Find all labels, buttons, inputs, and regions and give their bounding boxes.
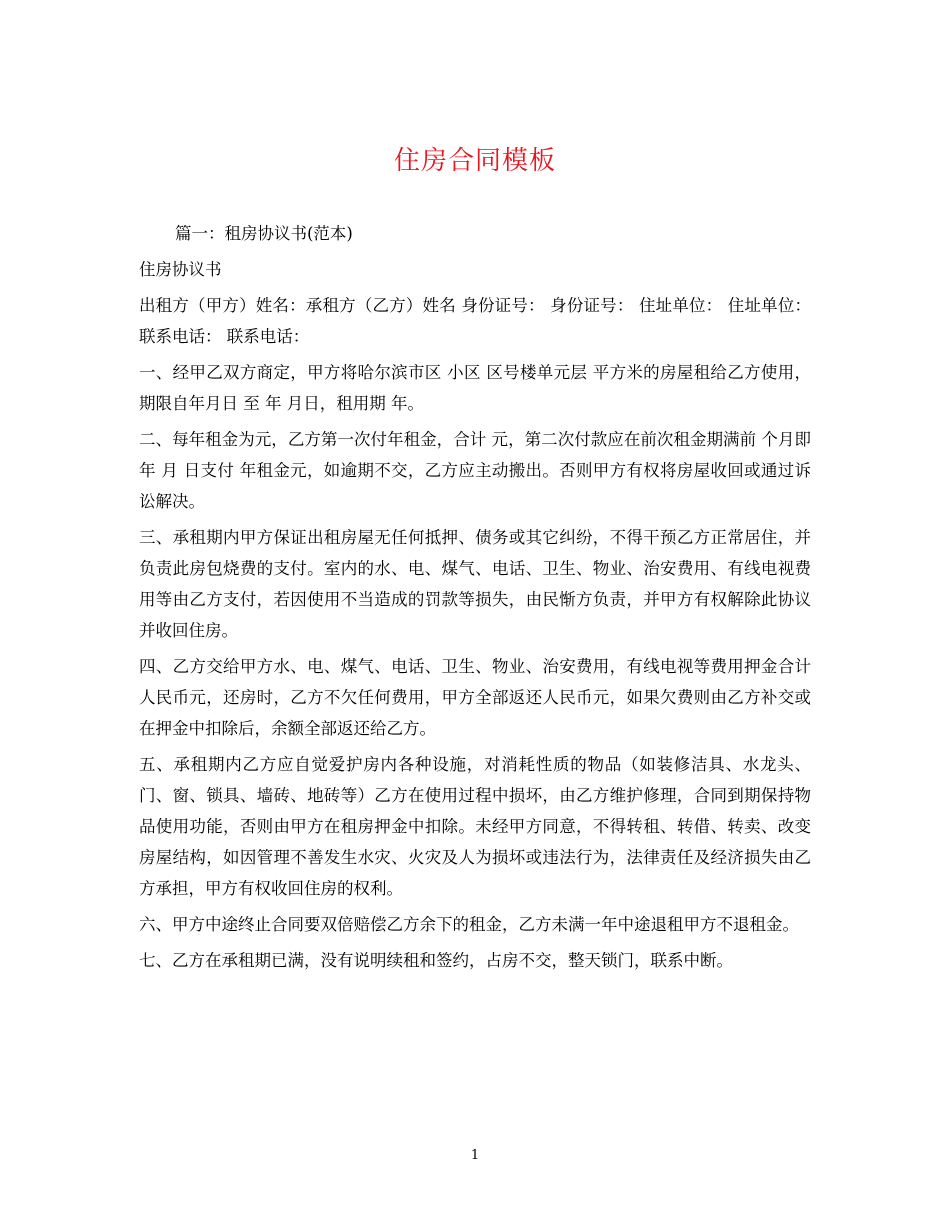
document-title: 住房合同模板 bbox=[393, 146, 556, 176]
clause-1-paragraph: 一、经甲乙双方商定，甲方将哈尔滨市区 小区 区号楼单元层 平方米的房屋租给乙方使用，期限自年月日 至 年 月日，租用期 年。 bbox=[139, 363, 811, 413]
clause-5-paragraph: 五、承租期内乙方应自觉爱护房内各种设施，对消耗性质的物品（如装修洁具、水龙头、门、窗、锁具、墙砖、地砖等）乙方在使用过程中损坏，由乙方维护修理，合同到期保持物品使用功能，否则由甲方在租房押金中扣除。未经甲方同意，不得转租、转借、转卖、改变房屋结构，如因管理不善发生水灾、火灾及人为损坏或违法行为，法律责任及经济损失由乙方承担，甲方有权收回住房的权利。 bbox=[139, 755, 811, 898]
clause-2-paragraph: 二、每年租金为元，乙方第一次付年租金，合计 元，第二次付款应在前次租金期满前 个月即 年 月 日支付 年租金元，如逾期不交，乙方应主动搬出。否则甲方有权将房屋收回或通过诉讼解决。 bbox=[139, 430, 811, 511]
clause-6-paragraph: 六、甲方中途终止合同要双倍赔偿乙方余下的租金，乙方未满一年中途退租甲方不退租金。 bbox=[139, 915, 799, 934]
page-number: 1 bbox=[470, 1148, 480, 1163]
parties-info-paragraph: 出租方（甲方）姓名：承租方（乙方）姓名 身份证号： 身份证号： 住址单位： 住址单位： 联系电话： 联系电话： bbox=[139, 296, 811, 346]
clause-3-paragraph: 三、承租期内甲方保证出租房屋无任何抵押、债务或其它纠纷，不得干预乙方正常居住，并负责此房包烧费的支付。室内的水、电、煤气、电话、卫生、物业、治安费用、有线电视费用等由乙方支付，若因使用不当造成的罚款等损失，由民惭方负责，并甲方有权解除此协议并收回住房。 bbox=[139, 528, 811, 640]
document-body bbox=[139, 218, 811, 981]
clause-7-paragraph: 七、乙方在承租期已满，没有说明续租和签约，占房不交，整天锁门，联系中断。 bbox=[139, 951, 733, 970]
section-heading: 篇一：租房协议书(范本) bbox=[175, 224, 353, 243]
agreement-title: 住房协议书 bbox=[139, 260, 222, 279]
clause-4-paragraph: 四、乙方交给甲方水、电、煤气、电话、卫生、物业、治安费用，有线电视等费用押金合计人民币元，还房时，乙方不欠任何费用，甲方全部返还人民币元，如果欠费则由乙方补交或在押金中扣除后，余额全部返还给乙方。 bbox=[139, 657, 811, 738]
